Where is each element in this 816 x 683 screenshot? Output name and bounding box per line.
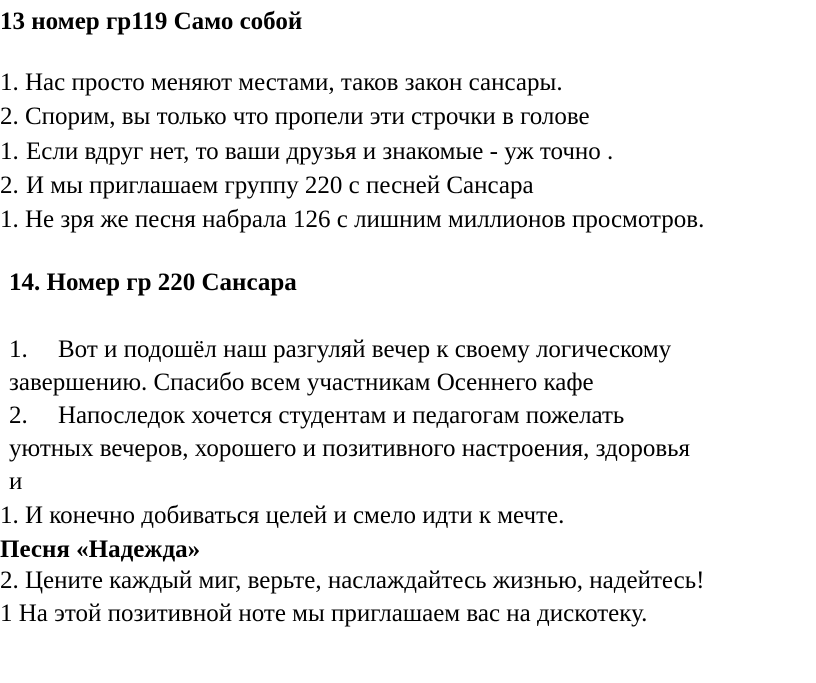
- section-14-line-after: 1. И конечно добиваться целей и смело идти к мечте.: [0, 502, 565, 529]
- section-13-heading: 13 номер гр119 Само собой: [0, 8, 303, 35]
- item-number: 1.: [9, 336, 28, 363]
- line-text: Если вдруг нет, то ваши друзья и знакомые - уж точно .: [26, 138, 614, 165]
- closing-line-1: 2. Цените каждый миг, верьте, наслаждайтесь жизнью, надейтесь!: [0, 567, 705, 594]
- song-title: Песня «Надежда»: [0, 536, 201, 563]
- item-text: Вот и подошёл наш разгуляй вечер к своему логическому: [58, 336, 672, 363]
- item-text: Напоследок хочется студентам и педагогам пожелать: [58, 402, 625, 429]
- section-13-line-2: 2. Спорим, вы только что пропели эти строчки в голове: [0, 103, 590, 130]
- line-number: 2.: [0, 172, 19, 199]
- section-14-heading: 14. Номер гр 220 Сансара: [9, 269, 297, 296]
- closing-line-2: 1 На этой позитивной ноте мы приглашаем вас на дискотеку.: [0, 600, 648, 627]
- section-14-item-2-continuation-2: и: [9, 468, 23, 495]
- section-14-item-2-continuation: уютных вечеров, хорошего и позитивного настроения, здоровья: [9, 435, 691, 462]
- section-13-line-3: [0, 137, 613, 167]
- section-14-item-1-continuation: завершению. Спасибо всем участникам Осеннего кафе: [9, 369, 594, 396]
- section-13-line-5: 1. Не зря же песня набрала 126 с лишним миллионов просмотров.: [0, 206, 705, 233]
- item-number: 2.: [9, 402, 28, 429]
- section-13-line-1: 1. Нас просто меняют местами, таков закон сансары.: [0, 69, 563, 96]
- section-14-item-1: [9, 335, 671, 365]
- line-text: И мы приглашаем группу 220 с песней Сансара: [26, 172, 534, 199]
- section-14-item-2: [9, 401, 624, 431]
- line-number: 1.: [0, 138, 19, 165]
- section-13-line-4: [0, 171, 534, 201]
